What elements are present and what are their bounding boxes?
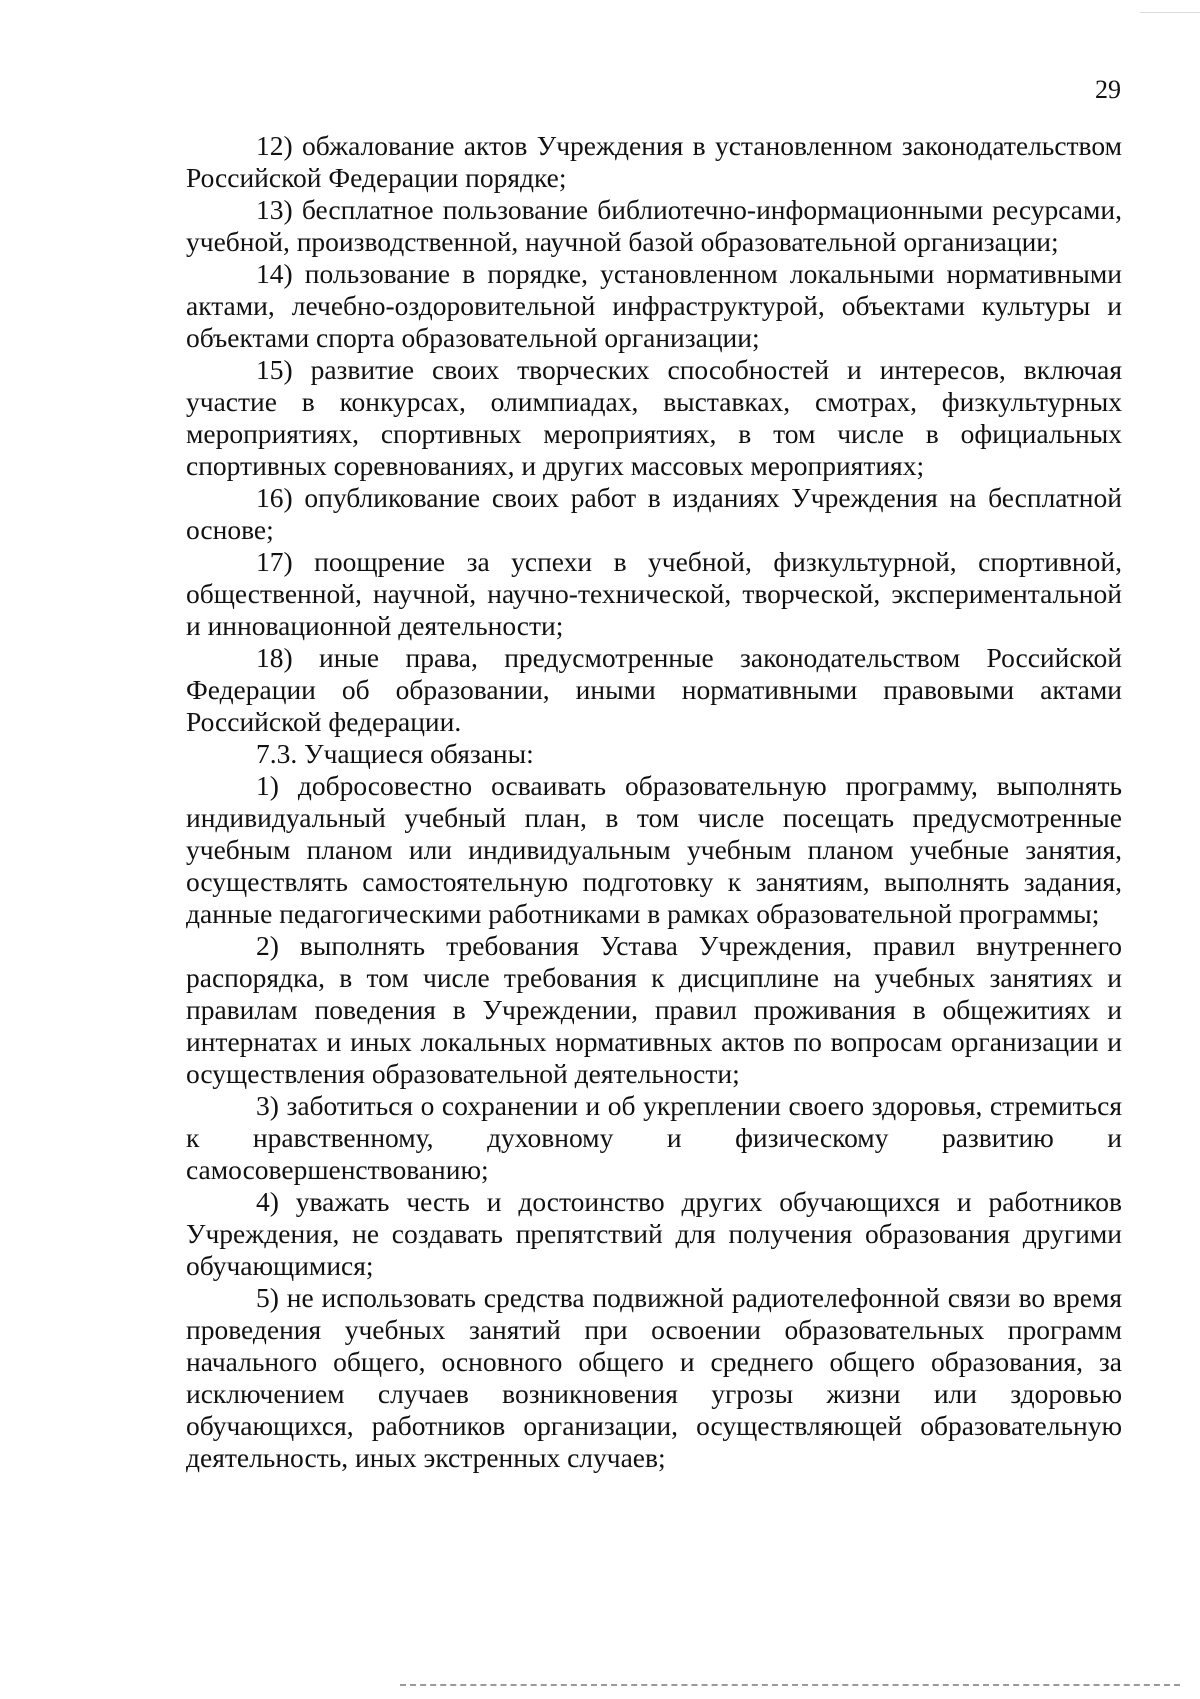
section-heading-7-3: 7.3. Учащиеся обязаны: xyxy=(256,738,534,769)
paragraph-duty-3: 3) заботиться о сохранении и об укреплении своего здоровья, стремиться к нравственному, духовному и физическому развитию и самосовершенствованию; xyxy=(186,1090,1122,1185)
document-body xyxy=(186,130,1122,1474)
paragraph-right-17: 17) поощрение за успехи в учебной, физкультурной, спортивной, общественной, научной, научно-технической, творческой, экспериментальной и инновационной деятельности; xyxy=(186,546,1122,641)
paragraph-duty-1: 1) добросовестно осваивать образовательную программу, выполнять индивидуальный учебный план, в том числе посещать предусмотренные учебным планом или индивидуальным учебным планом учебные занятия, осуществлять самостоятельную подготовку к занятиям, выполнять задания, данные педагогическими работниками в рамках образовательной программы; xyxy=(186,770,1122,929)
paragraph-duty-2: 2) выполнять требования Устава Учреждения, правил внутреннего распорядка, в том числе требования к дисциплине на учебных занятиях и правилам поведения в Учреждении, правил проживания в общежитиях и интернатах и иных локальных нормативных актов по вопросам организации и осуществления образовательной деятельности; xyxy=(186,930,1122,1089)
scan-edge-line xyxy=(400,1684,1180,1686)
paragraph-duty-4: 4) уважать честь и достоинство других обучающихся и работников Учреждения, не создавать препятствий для получения образования другими обучающимися; xyxy=(186,1186,1122,1281)
scan-corner-mark xyxy=(1140,0,1200,13)
paragraph-right-12: 12) обжалование актов Учреждения в установленном законодательством Российской Федерации порядке; xyxy=(186,130,1122,193)
paragraph-duty-5: 5) не использовать средства подвижной радиотелефонной связи во время проведения учебных занятий при освоении образовательных программ начального общего, основного общего и среднего общего образования, за исключением случаев возникновения угрозы жизни или здоровью обучающихся, работников организации, осуществляющей образовательную деятельность, иных экстренных случаев; xyxy=(186,1282,1122,1473)
paragraph-right-15: 15) развитие своих творческих способностей и интересов, включая участие в конкурсах, олимпиадах, выставках, смотрах, физкультурных мероприятиях, спортивных мероприятиях, в том числе в официальных спортивных соревнованиях, и других массовых мероприятиях; xyxy=(186,354,1122,481)
paragraph-right-13: 13) бесплатное пользование библиотечно-информационными ресурсами, учебной, производственной, научной базой образовательной организации; xyxy=(186,194,1122,257)
paragraph-right-14: 14) пользование в порядке, установленном локальными нормативными актами, лечебно-оздоровительной инфраструктурой, объектами культуры и объектами спорта образовательной организации; xyxy=(186,258,1122,353)
paragraph-right-18: 18) иные права, предусмотренные законодательством Российской Федерации об образовании, иными нормативными правовыми актами Российской федерации. xyxy=(186,642,1122,737)
page-number: 29 xyxy=(1095,75,1121,104)
paragraph-right-16: 16) опубликование своих работ в изданиях Учреждения на бесплатной основе; xyxy=(186,482,1122,545)
